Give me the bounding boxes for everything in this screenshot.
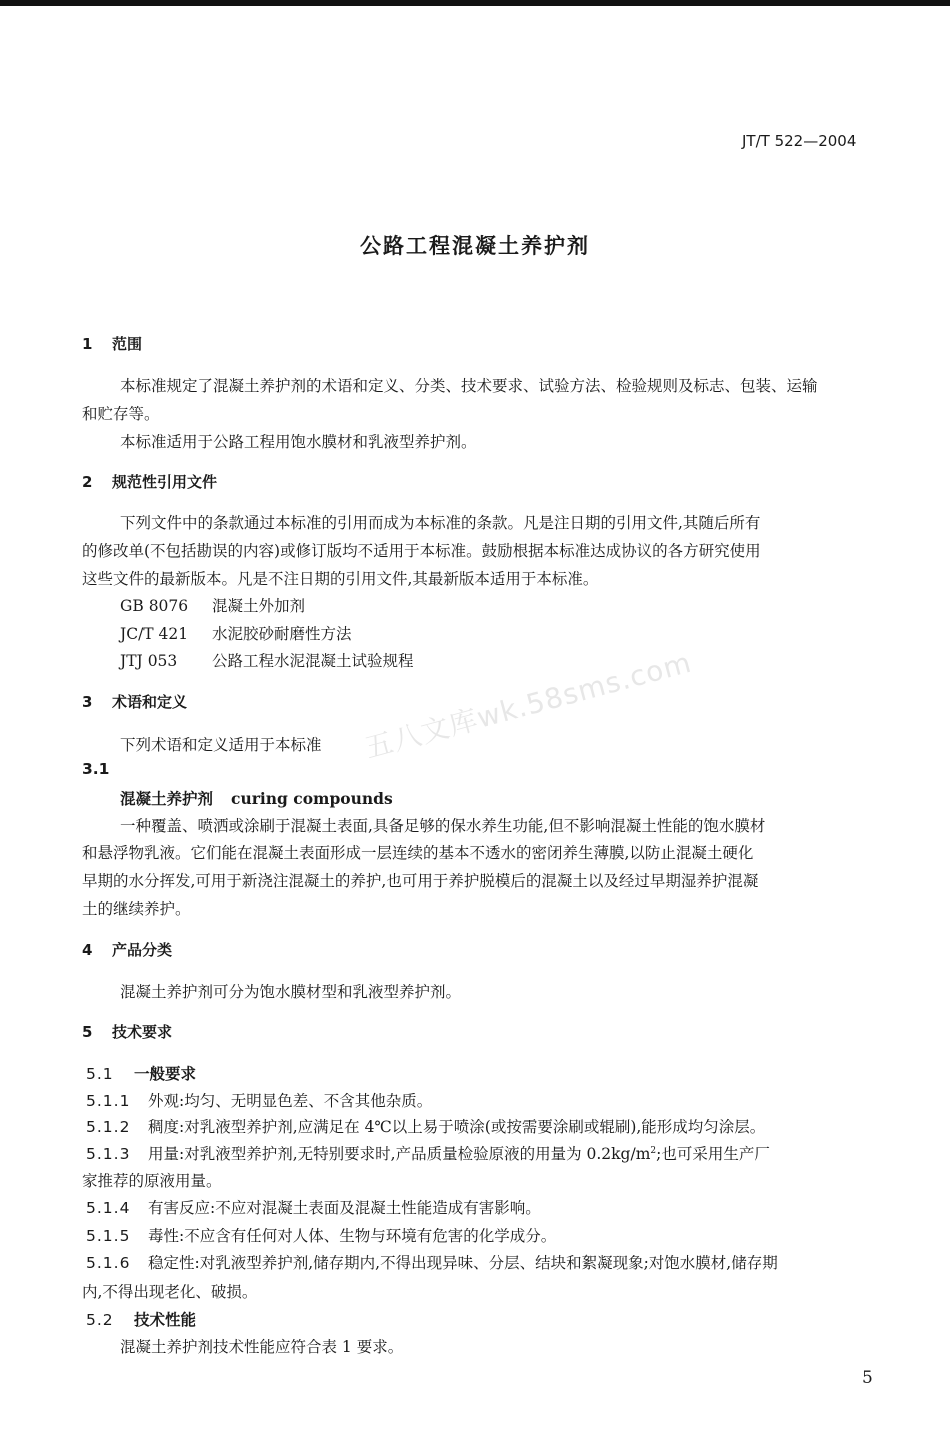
section-number: 1 — [82, 335, 93, 353]
watermark: 五八文库wk.58sms.com — [361, 645, 696, 765]
clause-5-1 — [86, 1062, 196, 1084]
paragraph-line: 本标准适用于公路工程用饱水膜材和乳液型养护剂。 — [120, 433, 477, 451]
clause-number: 5.1.6 — [86, 1254, 131, 1272]
section-number: 3 — [82, 693, 93, 711]
clause-text: 毒性:不应含有任何对人体、生物与环境有危害的化学成分。 — [148, 1227, 557, 1245]
clause-5-1-1 — [86, 1089, 432, 1111]
reference-item — [120, 594, 305, 616]
clause-5-1-6 — [86, 1251, 778, 1273]
clause-number: 5.1.1 — [86, 1092, 131, 1110]
section-title: 范围 — [112, 335, 143, 353]
clause-text: 用量:对乳液型养护剂,无特别要求时,产品质量检验原液的用量为 0.2kg/m — [148, 1145, 651, 1163]
term-english: curing compounds — [231, 789, 393, 808]
clause-number: 5.1.3 — [86, 1145, 131, 1163]
clause-title: 一般要求 — [134, 1065, 197, 1083]
reference-name: 公路工程水泥混凝土试验规程 — [212, 652, 414, 670]
subclause-number: 3.1 — [82, 760, 110, 778]
clause-number: 5.1.2 — [86, 1118, 131, 1136]
top-edge-bar — [0, 0, 950, 6]
paragraph-line: 下列术语和定义适用于本标准 — [120, 736, 322, 754]
clause-title: 技术性能 — [134, 1311, 197, 1329]
reference-code: GB 8076 — [120, 597, 189, 615]
clause-5-2 — [86, 1308, 196, 1330]
clause-text: 稠度:对乳液型养护剂,应满足在 4℃以上易于喷涂(或按需要涂刷或辊刷),能形成均匀涂层。 — [148, 1118, 766, 1136]
paragraph-line: 混凝土养护剂技术性能应符合表 1 要求。 — [120, 1338, 404, 1356]
clause-text: 外观:均匀、无明显色差、不含其他杂质。 — [148, 1092, 433, 1110]
reference-code: JC/T 421 — [120, 625, 189, 643]
reference-item — [120, 649, 414, 671]
superscript: 2 — [650, 1145, 657, 1156]
page-number: 5 — [862, 1368, 873, 1388]
section-number: 4 — [82, 941, 93, 959]
clause-5-1-3 — [86, 1142, 770, 1164]
clause-5-1-5 — [86, 1224, 556, 1246]
term-line — [120, 787, 393, 809]
section-number: 2 — [82, 473, 93, 491]
clause-text: 稳定性:对乳液型养护剂,储存期内,不得出现异味、分层、结块和絮凝现象;对饱水膜材,储存期 — [148, 1254, 778, 1272]
paragraph-line: 和悬浮物乳液。它们能在混凝土表面形成一层连续的基本不透水的密闭养生薄膜,以防止混凝土硬化 — [82, 844, 754, 862]
section-4-heading — [82, 939, 172, 960]
clause-5-1-4 — [86, 1196, 541, 1218]
section-2-heading — [82, 471, 217, 492]
term-chinese: 混凝土养护剂 — [120, 790, 214, 808]
clause-number: 5.1 — [86, 1065, 114, 1083]
paragraph-line: 的修改单(不包括勘误的内容)或修订版均不适用于本标准。鼓励根据本标准达成协议的各方研究使用 — [82, 542, 761, 560]
section-title: 术语和定义 — [112, 693, 188, 711]
clause-number: 5.1.4 — [86, 1199, 131, 1217]
clause-text-cont: ;也可采用生产厂 — [656, 1145, 770, 1163]
paragraph-line: 内,不得出现老化、破损。 — [82, 1283, 258, 1301]
section-5-heading — [82, 1021, 172, 1042]
paragraph-line: 混凝土养护剂可分为饱水膜材型和乳液型养护剂。 — [120, 983, 462, 1001]
clause-5-1-2 — [86, 1115, 765, 1137]
reference-item — [120, 622, 352, 644]
standard-code: JT/T 522—2004 — [742, 132, 857, 150]
document-title: 公路工程混凝土养护剂 — [360, 234, 590, 258]
section-title: 产品分类 — [112, 941, 173, 959]
paragraph-line: 一种覆盖、喷洒或涂刷于混凝土表面,具备足够的保水养生功能,但不影响混凝土性能的饱水膜材 — [120, 817, 766, 835]
section-title: 技术要求 — [112, 1023, 173, 1041]
paragraph-line: 本标准规定了混凝土养护剂的术语和定义、分类、技术要求、试验方法、检验规则及标志、包装、运输 — [120, 377, 818, 395]
reference-code: JTJ 053 — [120, 652, 178, 670]
section-1-heading — [82, 333, 142, 354]
paragraph-line: 这些文件的最新版本。凡是不注日期的引用文件,其最新版本适用于本标准。 — [82, 570, 599, 588]
clause-number: 5.1.5 — [86, 1227, 131, 1245]
paragraph-line: 土的继续养护。 — [82, 900, 191, 918]
paragraph-line: 家推荐的原液用量。 — [82, 1172, 222, 1190]
clause-number: 5.2 — [86, 1311, 114, 1329]
section-title: 规范性引用文件 — [112, 473, 218, 491]
section-number: 5 — [82, 1023, 93, 1041]
section-3-heading — [82, 691, 187, 712]
paragraph-line: 早期的水分挥发,可用于新浇注混凝土的养护,也可用于养护脱模后的混凝土以及经过早期湿养护混凝 — [82, 872, 759, 890]
clause-text: 有害反应:不应对混凝土表面及混凝土性能造成有害影响。 — [148, 1199, 541, 1217]
reference-name: 混凝土外加剂 — [212, 597, 306, 615]
paragraph-line: 下列文件中的条款通过本标准的引用而成为本标准的条款。凡是注日期的引用文件,其随后所有 — [120, 514, 761, 532]
reference-name: 水泥胶砂耐磨性方法 — [212, 625, 352, 643]
paragraph-line: 和贮存等。 — [82, 405, 160, 423]
